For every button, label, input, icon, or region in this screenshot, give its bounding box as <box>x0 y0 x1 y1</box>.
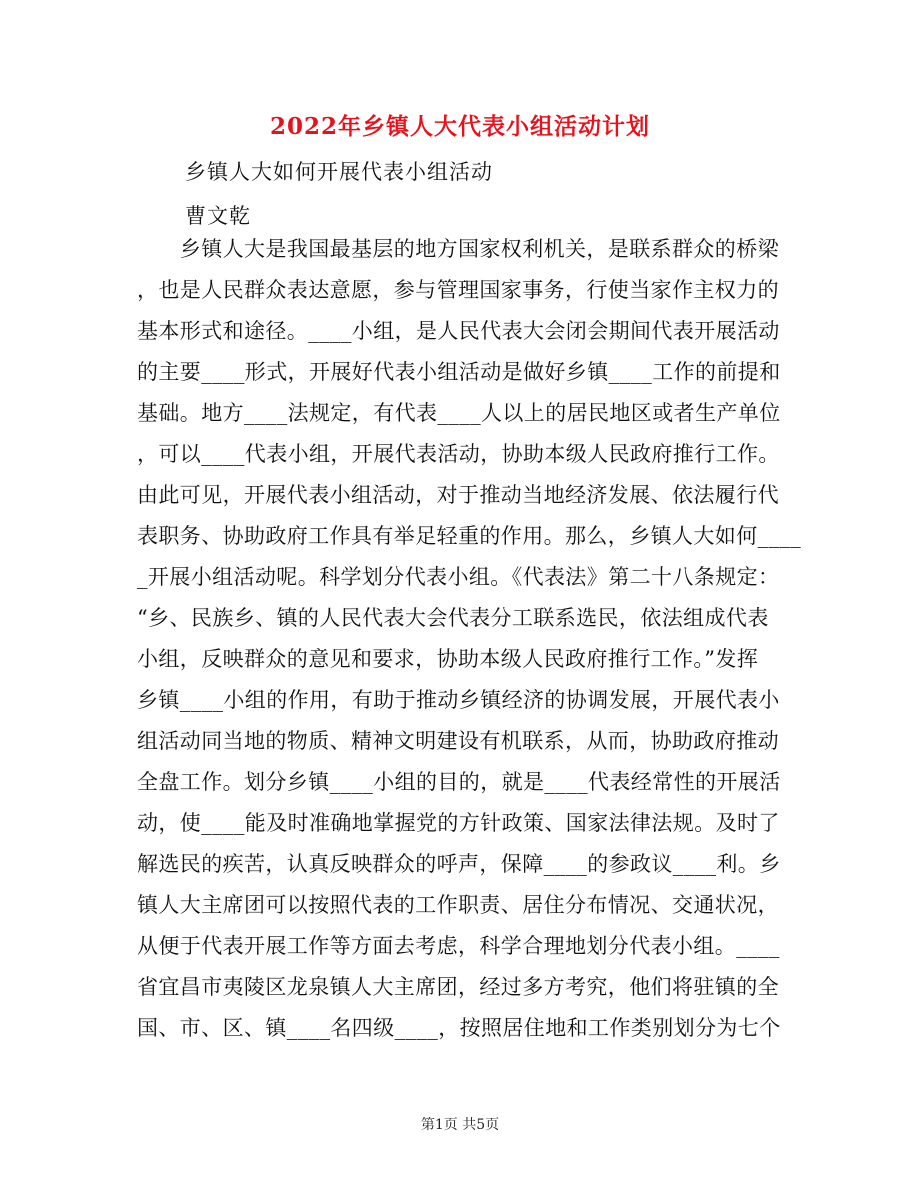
body-text <box>137 229 802 1049</box>
body-line: 省宜昌市夷陵区龙泉镇人大主席团，经过多方考究，他们将驻镇的全 <box>137 975 779 999</box>
body-line: _开展小组活动呢。科学划分代表小组。《代表法》第二十八条规定： <box>137 565 780 589</box>
body-line: 小组，反映群众的意见和要求，协助本级人民政府推行工作。”发挥 <box>137 647 759 671</box>
body-line: 基本形式和途径。____小组，是人民代表大会闭会期间代表开展活动 <box>137 319 780 343</box>
body-line: 基础。地方____法规定，有代表____人以上的居民地区或者生产单位 <box>137 401 781 425</box>
body-line: 解选民的疾苦，认真反映群众的呼声，保障____的参政议____利。乡 <box>137 852 781 876</box>
body-line: 从便于代表开展工作等方面去考虑，科学合理地划分代表小组。____ <box>137 934 780 958</box>
body-line: 镇人大主席团可以按照代表的工作职责、居住分布情况、交通状况， <box>137 893 779 917</box>
body-line: 组活动同当地的物质、精神文明建设有机联系，从而，协助政府推动 <box>137 729 779 753</box>
body-line: 乡镇人大是我国最基层的地方国家权利机关，是联系群众的桥梁 <box>137 237 779 261</box>
article-heading: 乡镇人大如何开展代表小组活动 <box>185 160 493 184</box>
body-line: ，也是人民群众表达意愿，参与管理国家事务，行使当家作主权力的 <box>137 278 779 302</box>
page-number: 第1页 共5页 <box>420 1117 500 1133</box>
body-line: 表职务、协助政府工作具有举足轻重的作用。那么，乡镇人大如何____ <box>137 524 802 548</box>
body-line: ，可以____代表小组，开展代表活动，协助本级人民政府推行工作。 <box>137 442 780 466</box>
body-line: 的主要____形式，开展好代表小组活动是做好乡镇____工作的前提和 <box>137 360 781 384</box>
author-name: 曹文乾 <box>185 204 251 228</box>
body-line: 国、市、区、镇____名四级____，按照居住地和工作类别划分为七个 <box>137 1016 781 1040</box>
body-line: 由此可见，开展代表小组活动，对于推动当地经济发展、依法履行代 <box>137 483 779 507</box>
body-line: 乡镇____小组的作用，有助于推动乡镇经济的协调发展，开展代表小 <box>137 688 780 712</box>
body-line: “乡、民族乡、镇的人民代表大会代表分工联系选民，依法组成代表 <box>137 606 769 630</box>
document-title: 2022年乡镇人大代表小组活动计划 <box>269 113 650 140</box>
body-line: 全盘工作。划分乡镇____小组的目的，就是____代表经常性的开展活 <box>137 770 781 794</box>
body-line: 动，使____能及时准确地掌握党的方针政策、国家法律法规。及时了 <box>137 811 780 835</box>
